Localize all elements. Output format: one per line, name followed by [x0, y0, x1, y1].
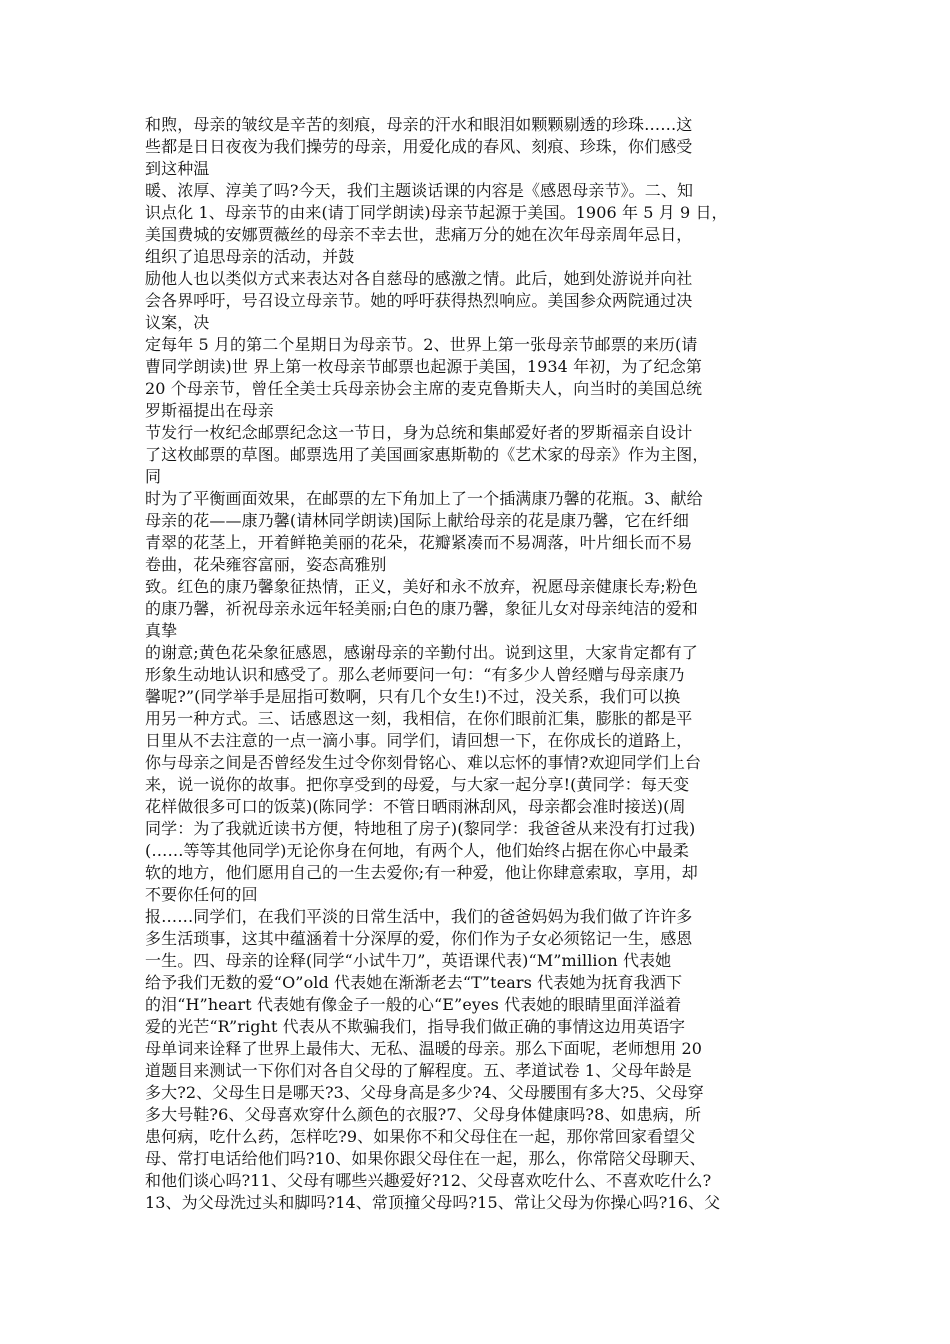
text-line: 报……同学们，在我们平淡的日常生活中，我们的爸爸妈妈为我们做了许许多 — [145, 907, 693, 926]
text-line: 节发行一枚纪念邮票纪念这一节日，身为总统和集邮爱好者的罗斯福亲自设计 — [145, 423, 693, 442]
text-line: 多大?2、父母生日是哪天?3、父母身高是多少?4、父母腰围有多大?5、父母穿 — [145, 1083, 704, 1102]
text-line: 患何病，吃什么药，怎样吃?9、如果你不和父母住在一起，那你常回家看望父 — [145, 1127, 696, 1146]
text-line: 了这枚邮票的草图。邮票选用了美国画家惠斯勒的《艺术家的母亲》作为主图， — [145, 445, 709, 464]
text-line: 母单词来诠释了世界上最伟大、无私、温暖的母亲。那么下面呢，老师想用 20 — [145, 1039, 703, 1058]
text-line: 时为了平衡画面效果，在邮票的左下角加上了一个插满康乃馨的花瓶。3、献给 — [145, 489, 703, 508]
text-line: 会各界呼吁，号召设立母亲节。她的呼吁获得热烈响应。美国参众两院通过决 — [145, 291, 693, 310]
document-page — [145, 114, 810, 1214]
text-line: 一生。四、母亲的诠释(同学“小试牛刀”，英语课代表)“M”million 代表她 — [145, 951, 672, 970]
text-line: 不要你任何的回 — [145, 885, 258, 904]
text-line: 软的地方，他们愿用自己的一生去爱你;有一种爱，他让你肆意索取，享用，却 — [145, 863, 698, 882]
text-line: 你与母亲之间是否曾经发生过令你刻骨铭心、难以忘怀的事情?欢迎同学们上台 — [145, 753, 702, 772]
text-line: 来，说一说你的故事。把你享受到的母爱，与大家一起分享!(黄同学：每天变 — [145, 775, 690, 794]
text-line: 用另一种方式。三、话感恩这一刻，我相信，在你们眼前汇集，膨胀的都是平 — [145, 709, 693, 728]
text-line: 真挚 — [145, 621, 178, 640]
text-line: 些都是日日夜夜为我们操劳的母亲，用爱化成的春风、刻痕、珍珠，你们感受 — [145, 137, 693, 156]
text-line: 母、常打电话给他们吗?10、如果你跟父母住在一起，那么，你常陪父母聊天、 — [145, 1149, 706, 1168]
text-line: 20 个母亲节，曾任全美士兵母亲协会主席的麦克鲁斯夫人，向当时的美国总统 — [145, 379, 703, 398]
text-line: 励他人也以类似方式来表达对各自慈母的感激之情。此后，她到处游说并向社 — [145, 269, 693, 288]
text-line: 同学：为了我就近读书方便，特地租了房子)(黎同学：我爸爸从来没有打过我) — [145, 819, 696, 838]
text-line: 馨呢?”(同学举手是屈指可数啊，只有几个女生!)不过，没关系，我们可以换 — [145, 687, 681, 706]
text-line: 卷曲，花朵雍容富丽，姿态高雅别 — [145, 555, 387, 574]
text-line: 花样做很多可口的饭菜)(陈同学：不管日晒雨淋刮风，母亲都会准时接送)(周 — [145, 797, 686, 816]
text-line: (……等等其他同学)无论你身在何地，有两个人，他们始终占据在你心中最柔 — [145, 841, 689, 860]
text-line: 组织了追思母亲的活动，并鼓 — [145, 247, 355, 266]
text-line: 日里从不去注意的一点一滴小事。同学们，请回想一下，在你成长的道路上， — [145, 731, 693, 750]
text-line: 致。红色的康乃馨象征热情，正义，美好和永不放弃，祝愿母亲健康长寿;粉色 — [145, 577, 698, 596]
text-line: 的谢意;黄色花朵象征感恩，感谢母亲的辛勤付出。说到这里，大家肯定都有了 — [145, 643, 698, 662]
text-line: 暖、浓厚、淳美了吗?今天，我们主题谈话课的内容是《感恩母亲节》。二、知 — [145, 181, 694, 200]
text-line: 和他们谈心吗?11、父母有哪些兴趣爱好?12、父母喜欢吃什么、不喜欢吃什么? — [145, 1171, 712, 1190]
text-line: 给予我们无数的爱“O”old 代表她在渐渐老去“T”tears 代表她为抚育我洒下 — [145, 973, 683, 992]
text-line: 罗斯福提出在母亲 — [145, 401, 274, 420]
text-line: 青翠的花茎上，开着鲜艳美丽的花朵，花瓣紧凑而不易凋落，叶片细长而不易 — [145, 533, 693, 552]
text-line: 多生活琐事，这其中蕴涵着十分深厚的爱，你们作为子女必须铭记一生，感恩 — [145, 929, 693, 948]
text-line: 母亲的花——康乃馨(请林同学朗读)国际上献给母亲的花是康乃馨，它在纤细 — [145, 511, 689, 530]
text-line: 识点化 1、母亲节的由来(请丁同学朗读)母亲节起源于美国。1906 年 5 月 9 日， — [145, 203, 728, 222]
text-line: 形象生动地认识和感受了。那么老师要问一句：“有多少人曾经赠与母亲康乃 — [145, 665, 685, 684]
text-line: 道题目来测试一下你们对各自父母的了解程度。五、孝道试卷 1、父母年龄是 — [145, 1061, 692, 1080]
text-line: 美国费城的安娜贾薇丝的母亲不幸去世，悲痛万分的她在次年母亲周年忌日， — [145, 225, 693, 244]
text-line: 的泪“H”heart 代表她有像金子一般的心“E”eyes 代表她的眼睛里面洋溢着 — [145, 995, 682, 1014]
text-line: 爱的光芒“R”right 代表从不欺骗我们，指导我们做正确的事情这边用英语字 — [145, 1017, 686, 1036]
text-line: 同 — [145, 467, 162, 486]
text-line: 到这种温 — [145, 159, 210, 178]
text-line: 定每年 5 月的第二个星期日为母亲节。2、世界上第一张母亲节邮票的来历(请 — [145, 335, 698, 354]
text-line: 曹同学朗读)世 界上第一枚母亲节邮票也起源于美国，1934 年初，为了纪念第 — [145, 357, 702, 376]
text-line: 和煦，母亲的皱纹是辛苦的刻痕，母亲的汗水和眼泪如颗颗剔透的珍珠……这 — [145, 115, 693, 134]
text-line: 多大号鞋?6、父母喜欢穿什么颜色的衣服?7、父母身体健康吗?8、如患病，所 — [145, 1105, 701, 1124]
text-line: 13、为父母洗过头和脚吗?14、常顶撞父母吗?15、常让父母为你操心吗?16、父 — [145, 1193, 721, 1212]
text-line: 议案，决 — [145, 313, 210, 332]
text-line: 的康乃馨，祈祝母亲永远年轻美丽;白色的康乃馨，象征儿女对母亲纯洁的爱和 — [145, 599, 698, 618]
